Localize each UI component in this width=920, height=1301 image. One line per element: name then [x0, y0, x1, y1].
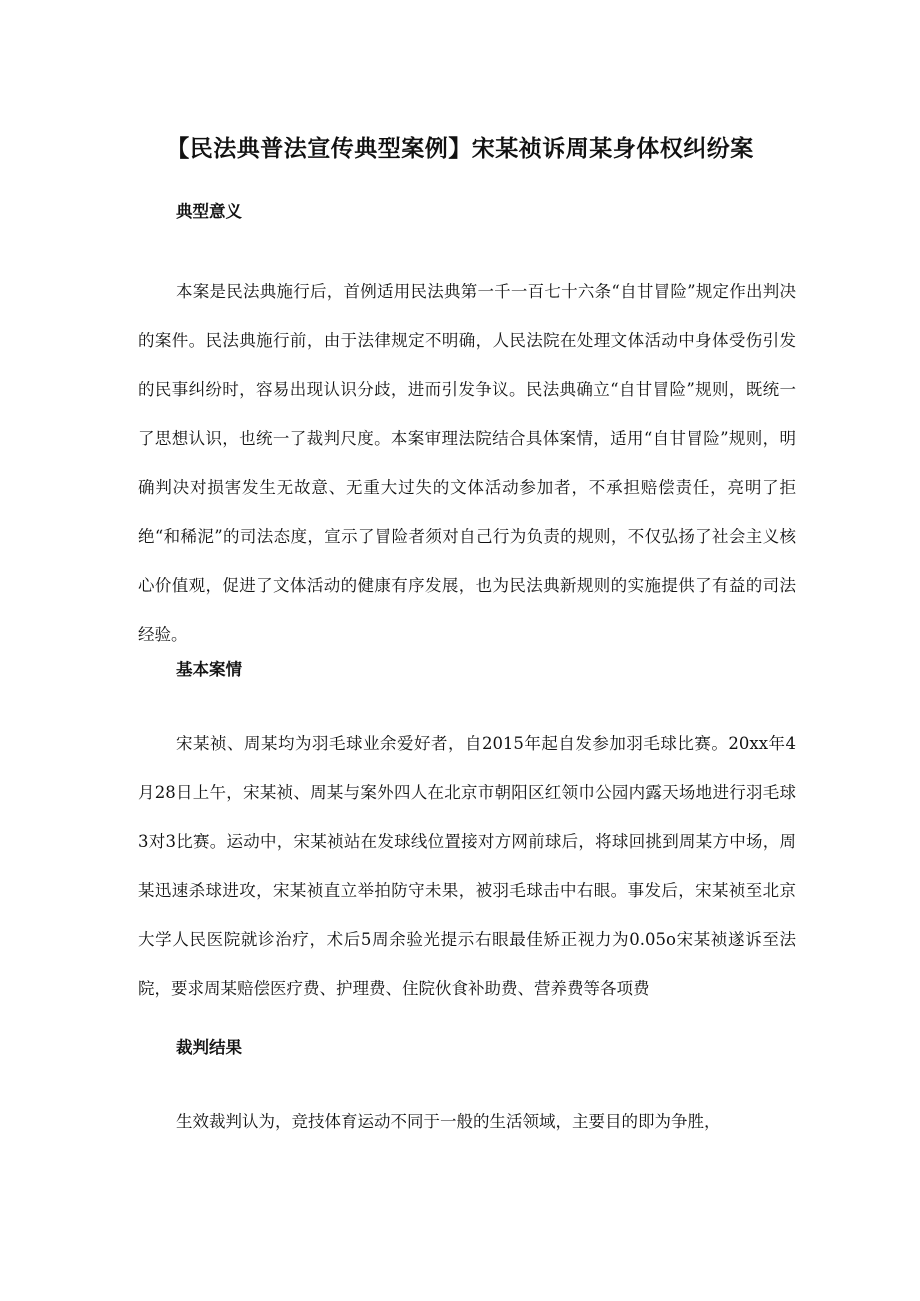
section-paragraph: 宋某祯、周某均为羽毛球业余爱好者，自2015年起自发参加羽毛球比赛。20xx年4月28日上午，宋某祯、周某与案外四人在北京市朝阳区红领巾公园内露天场地进行羽毛球3对3比赛。运动中，宋某祯站在发球线位置接对方网前球后，将球回挑到周某方中场，周某迅速杀球进攻，宋某祯直立举拍防守未果，被羽毛球击中右眼。事发后，宋某祯至北京大学人民医院就诊治疗，术后5周余验光提示右眼最佳矫正视力为0.05o宋某祯遂诉至法院，要求周某赔偿医疗费、护理费、住院伙食补助费、营养费等各项费: [138, 734, 796, 998]
section-significance: [138, 197, 796, 659]
section-paragraph: 生效裁判认为，竞技体育运动不同于一般的生活领域，主要目的即为争胜，: [176, 1112, 721, 1131]
section-heading: 典型意义: [176, 202, 242, 221]
document-title: 【民法典普法宣传典型案例】宋某祯诉周某身体权纠纷案: [166, 136, 754, 162]
section-basic-facts: [138, 655, 796, 1013]
section-heading: 裁判结果: [176, 1038, 242, 1057]
section-heading: 基本案情: [176, 660, 242, 679]
section-paragraph: 本案是民法典施行后，首例适用民法典第一千一百七十六条“自甘冒险”规定作出判决的案件。民法典施行前，由于法律规定不明确，人民法院在处理文体活动中身体受伤引发的民事纠纷时，容易出现认识分歧，进而引发争议。民法典确立“自甘冒险”规则，既统一了思想认识，也统一了裁判尺度。本案审理法院结合具体案情，适用“自甘冒险”规则，明确判决对损害发生无故意、无重大过失的文体活动参加者，不承担赔偿责任，亮明了拒绝“和稀泥”的司法态度，宣示了冒险者须对自己行为负责的规则，不仅弘扬了社会主义核心价值观，促进了文体活动的健康有序发展，也为民法典新规则的实施提供了有益的司法经验。: [138, 282, 796, 644]
section-judgment: [138, 1033, 796, 1146]
